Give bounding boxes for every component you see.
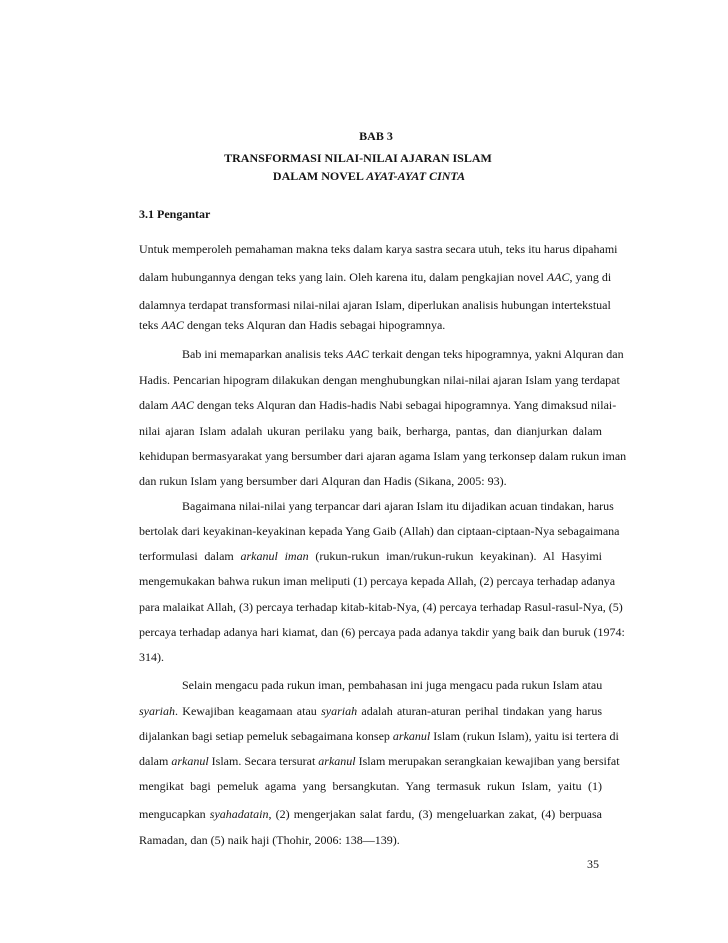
body-line (139, 549, 602, 563)
body-line: para malaikat Allah, (3) percaya terhadap kitab-kitab-Nya, (4) percaya terhadap Rasul-rasul-Nya, (5) (139, 600, 623, 614)
emphasis: arkanul (392, 729, 431, 743)
body-line (139, 398, 617, 412)
body-line (139, 270, 612, 284)
text-run: Islam merupakan serangkaian kewajiban yang bersifat (358, 754, 620, 768)
text-run: teks (139, 318, 159, 332)
body-line (182, 347, 624, 361)
novel-title: AYAT-AYAT CINTA (366, 169, 466, 183)
body-line: mengemukakan bahwa rukun iman meliputi (1) percaya kepada Allah, (2) percaya terhadap adanya (139, 574, 616, 588)
section-title: 3.1 Pengantar (139, 207, 211, 221)
text-run: (rukun-rukun iman/rukun-rukun keyakinan). Al Hasyimi (315, 549, 603, 563)
emphasis: AAC (346, 347, 369, 361)
emphasis: syariah (321, 704, 358, 718)
body-line (139, 729, 619, 743)
body-line (139, 318, 602, 332)
body-line (139, 754, 620, 768)
text-run: , (2) mengerjakan salat fardu, (3) mengeluarkan zakat, (4) berpuasa (268, 807, 602, 821)
page-number: 35 (587, 857, 599, 871)
body-line: percaya terhadap adanya hari kiamat, dan (6) percaya pada adanya takdir yang baik dan buruk (1974: (139, 625, 625, 639)
body-line: Untuk memperoleh pemahaman makna teks dalam karya sastra secara utuh, teks itu harus dipahami (139, 242, 618, 256)
text-run: terkait dengan teks hipogramnya, yakni Alquran dan (371, 347, 624, 361)
emphasis: AAC (161, 318, 185, 332)
chapter-label: BAB 3 (359, 129, 393, 143)
emphasis: arkanul (318, 754, 356, 768)
text-run: dijalankan bagi setiap pemeluk sebagaimana konsep (139, 729, 390, 743)
body-line: Selain mengacu pada rukun iman, pembahasan ini juga mengacu pada rukun Islam atau (182, 678, 603, 692)
body-line (139, 807, 602, 821)
emphasis: arkanul iman (240, 549, 309, 563)
body-line (139, 704, 602, 718)
body-line: dan rukun Islam yang bersumber dari Alquran dan Hadis (Sikana, 2005: 93). (139, 474, 507, 488)
text-run: Islam. Secara tersurat (211, 754, 316, 768)
text-run: dalam (139, 754, 169, 768)
emphasis: AAC (171, 398, 194, 412)
body-line: Hadis. Pencarian hipogram dilakukan dengan menghubungkan nilai-nilai ajaran Islam yang terdapat (139, 373, 620, 387)
emphasis: AAC (546, 270, 570, 284)
body-line: 314). (139, 650, 164, 664)
chapter-subtitle (5, 169, 728, 183)
body-line: kehidupan bermasyarakat yang bersumber dari ajaran agama Islam yang terkonsep dalam rukun iman (139, 449, 627, 463)
emphasis: arkanul (171, 754, 209, 768)
emphasis: syahadatain (209, 807, 269, 821)
body-line: Bagaimana nilai-nilai yang terpancar dari ajaran Islam itu dijadikan acuan tindakan, harus (182, 499, 614, 513)
text-run: dalam (139, 398, 169, 412)
text-run: mengucapkan (139, 807, 206, 821)
emphasis: syariah (139, 704, 175, 718)
text-run: Islam (rukun Islam), yaitu isi tertera di (433, 729, 619, 743)
text-run: . Kewajiban keagamaan atau (175, 704, 317, 718)
body-line: bertolak dari keyakinan-keyakinan kepada Yang Gaib (Allah) dan ciptaan-ciptaan-Nya sebagaimana (139, 524, 620, 538)
text-run: , yang di (569, 270, 612, 284)
body-line: Ramadan, dan (5) naik haji (Thohir, 2006: 138—139). (139, 833, 400, 847)
text-run: dengan teks Alquran dan Hadis sebagai hipogramnya. (187, 318, 446, 332)
text-run: Bab ini memaparkan analisis teks (182, 347, 344, 361)
text-run: dengan teks Alquran dan Hadis-hadis Nabi sebagai hipogramnya. Yang dimaksud nilai- (197, 398, 617, 412)
body-line: dalamnya terdapat transformasi nilai-nilai ajaran Islam, diperlukan analisis hubungan intertekstual (139, 298, 611, 312)
text-run: terformulasi dalam (139, 549, 234, 563)
subtitle-prefix: DALAM NOVEL (272, 169, 364, 183)
text-run: dalam hubungannya dengan teks yang lain. Oleh karena itu, dalam pengkajian novel (139, 270, 544, 284)
chapter-title: TRANSFORMASI NILAI-NILAI AJARAN ISLAM (224, 151, 492, 165)
body-line: mengikat bagi pemeluk agama yang bersangkutan. Yang termasuk rukun Islam, yaitu (1) (139, 779, 602, 793)
text-run: adalah aturan-aturan perihal tindakan yang harus (361, 704, 603, 718)
body-line: nilai ajaran Islam adalah ukuran perilaku yang baik, berharga, pantas, dan dianjurkan dalam (139, 424, 602, 438)
